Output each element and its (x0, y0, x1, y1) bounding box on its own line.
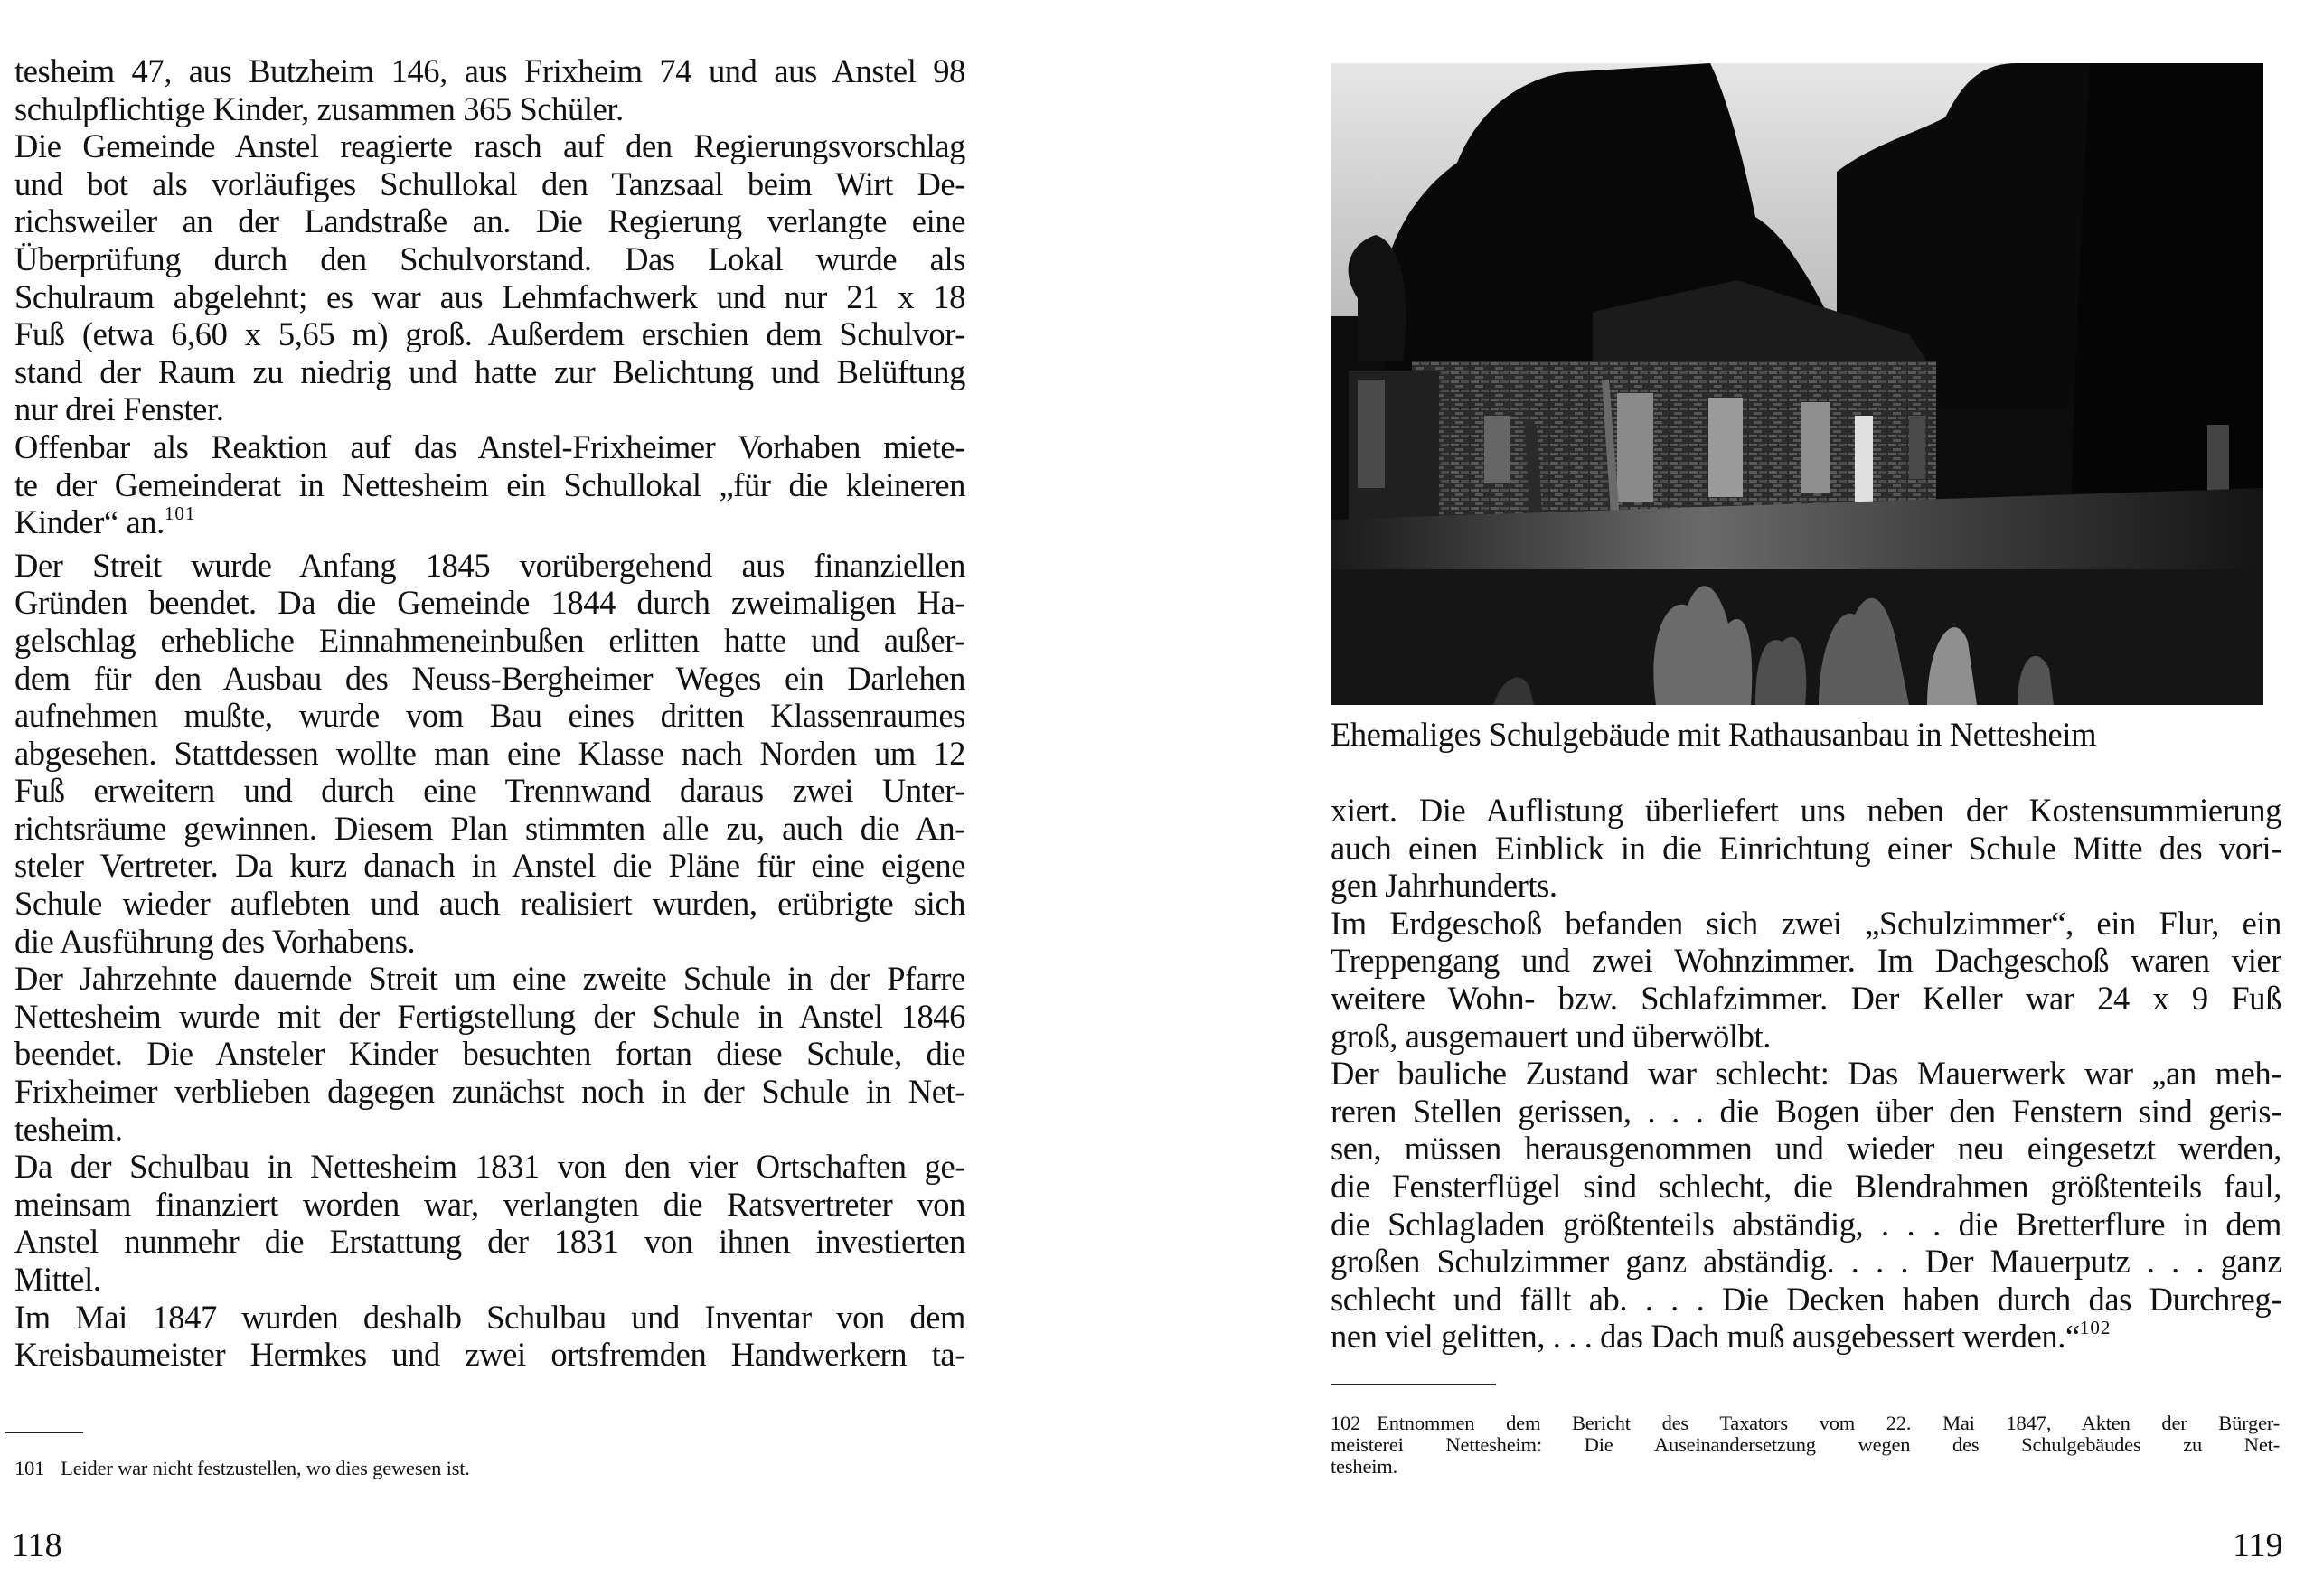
footnote-102 (1331, 1413, 2280, 1478)
text-line: Der Streit wurde Anfang 1845 vorübergehend aus finanziellen (14, 546, 965, 584)
text-line-with-footnote-ref (1331, 1318, 2281, 1361)
text-line: weitere Wohn- bzw. Schlafzimmer. Der Keller war 24 x 9 Fuß (1331, 979, 2281, 1017)
footnote-reference-102[interactable]: 102 (2079, 1317, 2112, 1339)
text-line: großen Schulzimmer ganz abständig. . . . Der Mauerputz . . . ganz (1331, 1243, 2281, 1281)
text-line: gelschlag erhebliche Einnahmeneinbußen erlitten hatte und außer- (14, 621, 965, 659)
text-line: richsweiler an der Landstraße an. Die Regierung verlangte eine (14, 202, 965, 240)
text-line: Schulraum abgelehnt; es war aus Lehmfachwerk und nur 21 x 18 (14, 277, 965, 315)
text-line: Fuß (etwa 6,60 x 5,65 m) groß. Außerdem erschien dem Schulvor- (14, 315, 965, 353)
window-shutter (1708, 398, 1743, 497)
text-line: schlecht und fällt ab. . . . Die Decken haben durch das Durchreg- (1331, 1280, 2281, 1318)
text-fragment: Kinder“ an. (14, 503, 165, 541)
text-line: Der bauliche Zustand war schlecht: Das Mauerwerk war „an meh- (1331, 1055, 2281, 1093)
text-line: te der Gemeinderat in Nettesheim ein Schullokal „für die kleineren (14, 465, 965, 503)
text-line: Nettesheim wurde mit der Fertigstellung der Schule in Anstel 1846 (14, 997, 965, 1035)
text-line: die Ausführung des Vorhabens. (14, 922, 416, 960)
window-shutter (1484, 416, 1510, 483)
text-line: Anstel nunmehr die Erstattung der 1831 von ihnen investierten (14, 1223, 965, 1261)
text-line: Überprüfung durch den Schulvorstand. Das Lokal wurde als (14, 239, 965, 277)
photo-image (1331, 63, 2263, 705)
text-line: gen Jahrhunderts. (1331, 867, 1557, 905)
text-line: beendet. Die Ansteler Kinder besuchten fortan diese Schule, die (14, 1035, 965, 1073)
footnote-divider (5, 1432, 83, 1433)
text-line: xiert. Die Auflistung überliefert uns neben der Kostensummierung (1331, 792, 2281, 829)
text-line: Gründen beendet. Da die Gemeinde 1844 durch zweimaligen Ha- (14, 584, 965, 622)
text-line: Der Jahrzehnte dauernde Streit um eine zweite Schule in der Pfarre (14, 960, 965, 998)
text-line: tesheim 47, aus Butzheim 146, aus Frixheim 74 und aus Anstel 98 (14, 52, 965, 89)
text-line: richtsräume gewinnen. Diesem Plan stimmten alle zu, auch die An- (14, 809, 965, 847)
footnote-number: 101 (14, 1457, 45, 1479)
text-line: tesheim. (14, 1110, 123, 1148)
text-line: Da der Schulbau in Nettesheim 1831 von den vier Ortschaften ge- (14, 1148, 965, 1186)
text-line: abgesehen. Stattdessen wollte man eine Klasse nach Norden um 12 (14, 734, 965, 772)
text-line: Frixheimer verblieben dagegen zunächst noch in der Schule in Net- (14, 1073, 965, 1111)
text-line: groß, ausgemauert und überwölbt. (1331, 1017, 1771, 1055)
text-line: sen, müssen herausgenommen und wieder neu eingesetzt werden, (1331, 1130, 2281, 1168)
right-body-text (1331, 792, 2281, 1361)
left-body-text (14, 52, 965, 1374)
footnote-number: 102 (1331, 1412, 1361, 1434)
footnote-text: Entnommen dem Bericht des Taxators vom 22. Mai 1847, Akten der Bürger- (1377, 1412, 2280, 1434)
text-line: meinsam finanziert worden war, verlangten die Ratsvertreter von (14, 1185, 965, 1223)
text-line: Im Mai 1847 wurden deshalb Schulbau und Inventar von dem (14, 1298, 965, 1336)
page-number: 118 (12, 1526, 62, 1564)
text-line: steler Vertreter. Da kurz danach in Anstel die Pläne für eine eigene (14, 847, 965, 885)
text-line: auch einen Einblick in die Einrichtung einer Schule Mitte des vori- (1331, 829, 2281, 867)
footnote-text: Leider war nicht festzustellen, wo dies gewesen ist. (61, 1457, 470, 1479)
footnote-line (1331, 1413, 2280, 1434)
text-line: Offenbar als Reaktion auf das Anstel-Frixheimer Vorhaben miete- (14, 427, 965, 465)
right-page (1157, 0, 2314, 1596)
school-building-photo (1331, 63, 2263, 705)
text-line: stand der Raum zu niedrig und hatte zur Belichtung und Belüftung (14, 352, 965, 390)
text-line: Schule wieder auflebten und auch realisiert wurden, erübrigte sich (14, 885, 965, 923)
window-shutter (1801, 402, 1830, 493)
text-line: Mittel. (14, 1261, 101, 1298)
text-line: die Fensterflügel sind schlecht, die Blendrahmen größtenteils faul, (1331, 1167, 2281, 1205)
text-line: Fuß erweitern und durch eine Trennwand daraus zwei Unter- (14, 772, 965, 810)
footnote-line: meisterei Nettesheim: Die Auseinandersetzung wegen des Schulgebäudes zu Net- (1331, 1433, 2280, 1456)
window-shutter (1617, 393, 1653, 502)
photo-caption: Ehemaliges Schulgebäude mit Rathausanbau in Nettesheim (1331, 716, 2097, 753)
text-line: reren Stellen gerissen, . . . die Bogen über den Fenstern sind geris- (1331, 1092, 2281, 1130)
footnote-divider (1331, 1384, 1496, 1385)
text-line: Treppengang und zwei Wohnzimmer. Im Dachgeschoß waren vier (1331, 942, 2281, 980)
text-line: und bot als vorläufiges Schullokal den Tanzsaal beim Wirt De- (14, 164, 965, 202)
footnote-reference-101[interactable]: 101 (164, 502, 196, 525)
text-line: Kreisbaumeister Hermkes und zwei ortsfremden Handwerkern ta- (14, 1336, 965, 1374)
text-fragment: nen viel gelitten, . . . das Dach muß ausgebessert werden.“ (1331, 1318, 2080, 1356)
page-number: 119 (2233, 1526, 2283, 1564)
text-line: dem für den Ausbau des Neuss-Bergheimer Weges ein Darlehen (14, 659, 965, 697)
text-line: nur drei Fenster. (14, 390, 224, 428)
footnote-101 (14, 1458, 470, 1479)
text-line-with-footnote-ref (14, 503, 965, 547)
tree-right (2072, 63, 2263, 515)
text-line: schulpflichtige Kinder, zusammen 365 Schüler. (14, 89, 624, 127)
text-line: die Schlagladen größtenteils abständig, . . . die Bretterflure in dem (1331, 1205, 2281, 1243)
text-line: aufnehmen mußte, wurde vom Bau eines dritten Klassenraumes (14, 697, 965, 735)
footnote-line: tesheim. (1331, 1455, 1398, 1478)
text-line: Die Gemeinde Anstel reagierte rasch auf den Regierungsvorschlag (14, 127, 965, 165)
text-line: Im Erdgeschoß befanden sich zwei „Schulzimmer“, ein Flur, ein (1331, 904, 2281, 942)
